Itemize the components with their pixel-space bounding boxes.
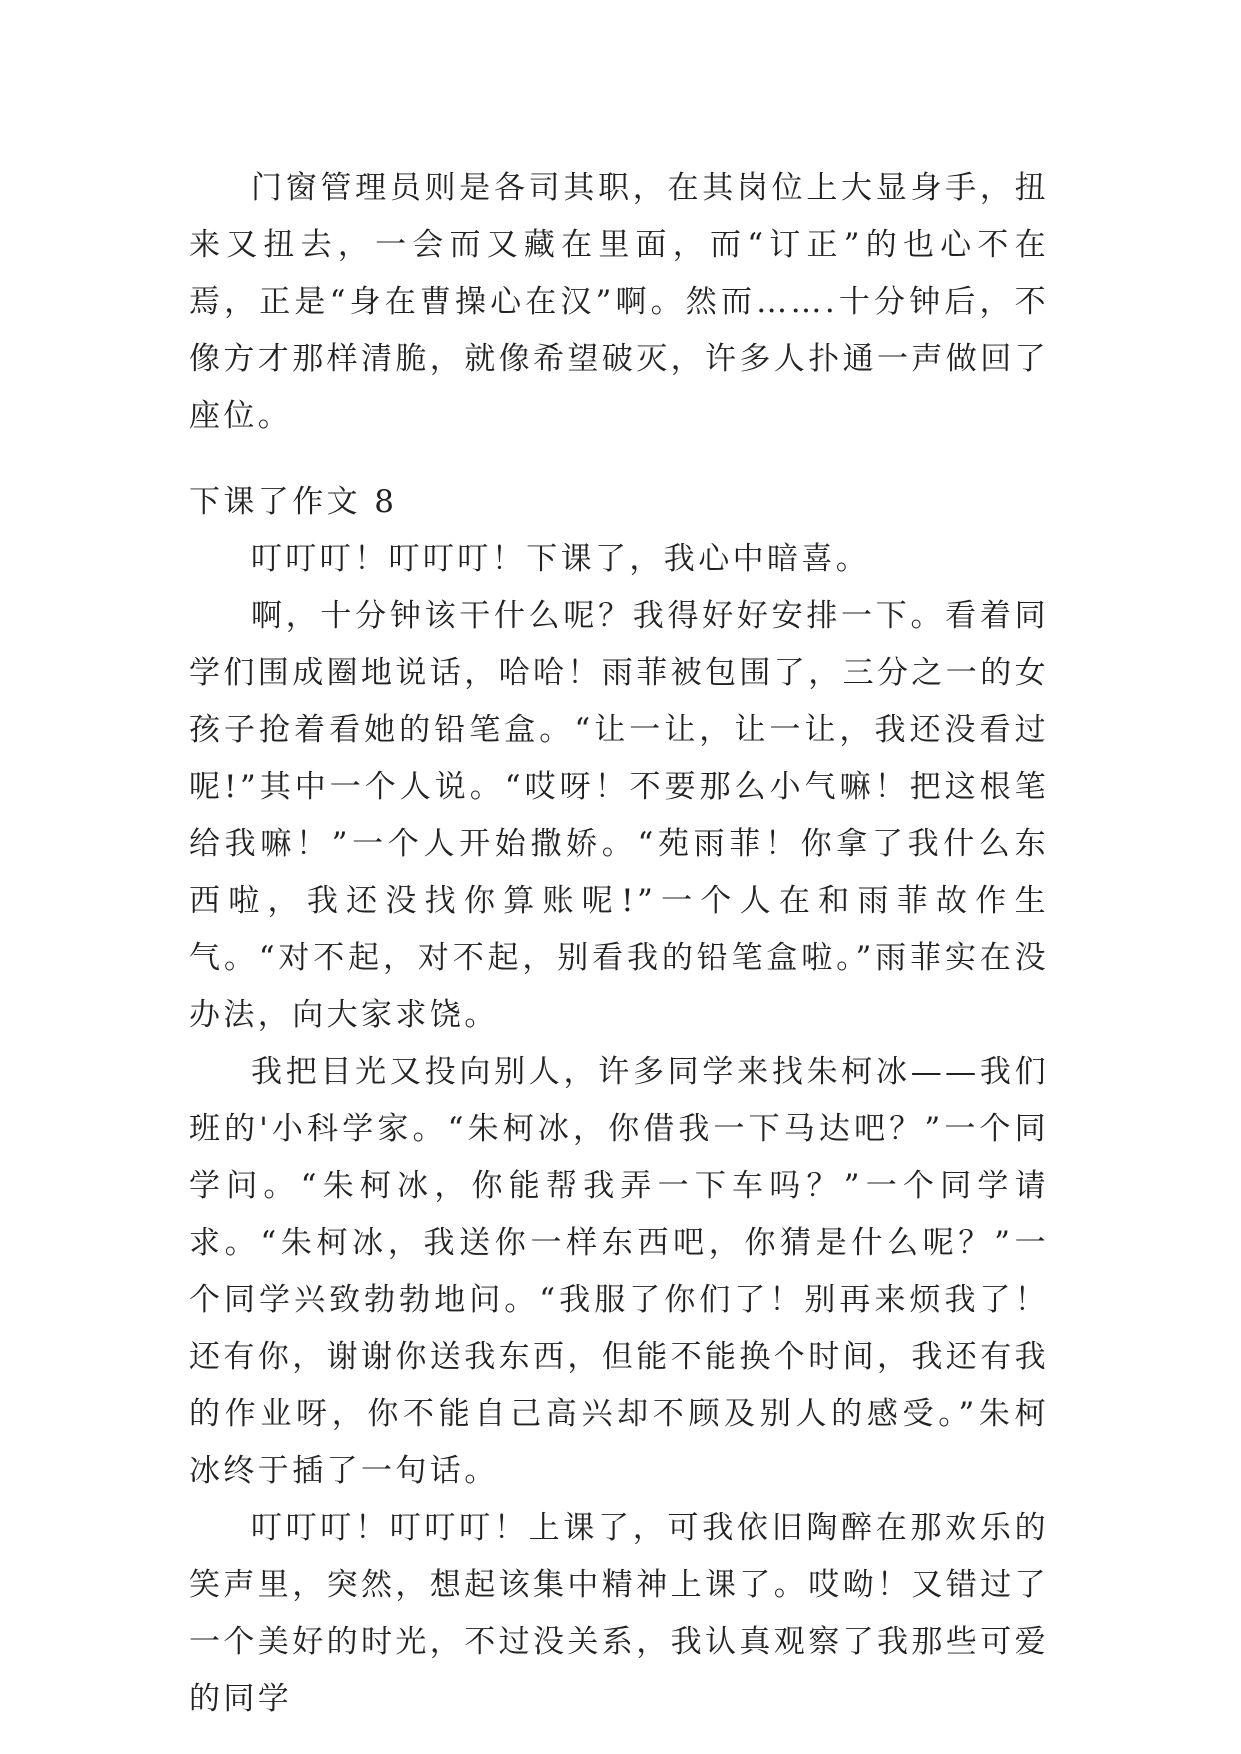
document-body [189, 160, 1049, 1728]
paragraph-yufei-pencil-case: 啊，十分钟该干什么呢？我得好好安排一下。看着同学们围成圈地说话，哈哈！雨菲被包围了，三分之一的女孩子抢着看她的铅笔盒。“让一让，让一让，我还没看过呢!”其中一个人说。“哎呀！不要那么小气嘛！把这根笔给我嘛！”一个人开始撒娇。“苑雨菲！你拿了我什么东西啦，我还没找你算账呢!”一个人在和雨菲故作生气。“对不起，对不起，别看我的铅笔盒啦。”雨菲实在没办法，向大家求饶。 [189, 598, 1049, 1033]
paragraph-zhu-kebing: 我把目光又投向别人，许多同学来找朱柯冰——我们班的'小科学家。“朱柯冰，你借我一下马达吧？”一个同学问。“朱柯冰，你能帮我弄一下车吗？”一个同学请求。“朱柯冰，我送你一样东西吧，你猜是什么呢？”一个同学兴致勃勃地问。“我服了你们了！别再来烦我了！还有你，谢谢你送我东西，但能不能换个时间，我还有我的作业呀，你不能自己高兴却不顾及别人的感受。”朱柯冰终于插了一句话。 [189, 1054, 1049, 1489]
paragraph-door-window-monitors: 门窗管理员则是各司其职，在其岗位上大显身手，扭来又扭去，一会而又藏在里面，而“订正”的也心不在焉，正是“身在曹操心在汉”啊。然而…….十分钟后，不像方才那样清脆，就像希望破灭，许多人扑通一声做回了座位。 [189, 170, 1049, 434]
paragraph-bell-rings: 叮叮叮！叮叮叮！下课了，我心中暗喜。 [251, 541, 871, 577]
paragraph-class-resumes: 叮叮叮！叮叮叮！上课了，可我依旧陶醉在那欢乐的笑声里，突然，想起该集中精神上课了。哎呦！又错过了一个美好的时光，不过没关系，我认真观察了我那些可爱的同学 [189, 1510, 1049, 1717]
essay-title: 下课了作文 8 [189, 484, 398, 520]
